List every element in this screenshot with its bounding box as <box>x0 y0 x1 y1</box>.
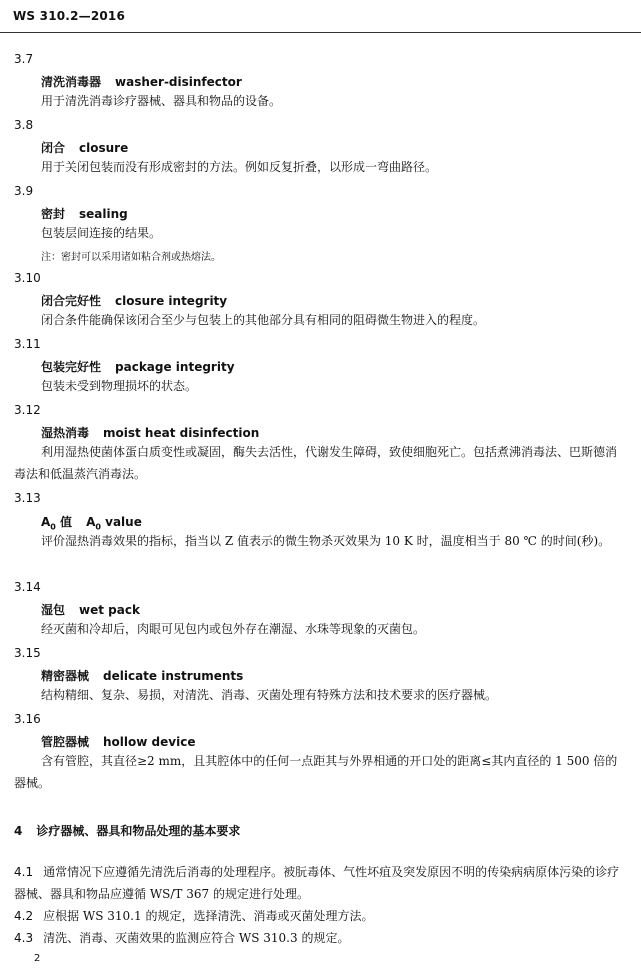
term-en-main: A <box>86 515 96 529</box>
term-zh: 管腔器械 <box>41 735 90 749</box>
section-number: 4 <box>14 824 23 838</box>
term-heading <box>41 139 128 156</box>
term-heading <box>41 292 227 309</box>
section-heading <box>14 822 240 839</box>
term-heading <box>41 358 235 375</box>
term-number: 3.13 <box>14 491 41 505</box>
term-en <box>86 515 142 532</box>
paragraph-number: 4.1 <box>14 865 34 879</box>
requirement-paragraph <box>14 927 628 949</box>
term-number: 3.16 <box>14 712 41 726</box>
requirement-paragraph <box>14 905 628 927</box>
term-en: closure <box>79 141 129 155</box>
section-title: 诊疗器械、器具和物品处理的基本要求 <box>36 824 241 838</box>
term-definition: 包装未受到物理损坏的状态。 <box>41 379 198 393</box>
term-en: washer-disinfector <box>115 75 242 89</box>
term-heading <box>41 513 142 531</box>
term-zh: 湿热消毒 <box>41 426 90 440</box>
term-number: 3.14 <box>14 580 41 594</box>
term-heading <box>41 424 259 441</box>
term-zh: 包装完好性 <box>41 360 102 374</box>
term-number: 3.12 <box>14 403 41 417</box>
term-number: 3.8 <box>14 118 34 132</box>
term-heading <box>41 601 140 618</box>
term-en: closure integrity <box>115 294 228 308</box>
term-heading <box>41 73 242 90</box>
term-heading <box>41 205 128 222</box>
term-definition: 经灭菌和冷却后，肉眼可见包内或包外存在潮湿、水珠等现象的灭菌包。 <box>41 622 426 636</box>
term-number: 3.7 <box>14 52 34 66</box>
term-definition: 利用湿热使菌体蛋白质变性或凝固，酶失去活性，代谢发生障碍，致使细胞死亡。包括煮沸消毒法、巴斯德消毒法和低温蒸汽消毒法。 <box>14 445 618 481</box>
term-en: delicate instruments <box>103 669 244 683</box>
term-number: 3.11 <box>14 337 41 351</box>
term-heading <box>41 667 243 684</box>
term-definition: 评价湿热消毒效果的指标，指当以 Z 值表示的微生物杀灭效果为 10 K 时，温度相当于 80 ℃ 的时间(秒)。 <box>41 534 611 548</box>
term-en: moist heat disinfection <box>103 426 260 440</box>
term-number: 3.9 <box>14 184 34 198</box>
term-definition: 包装层间连接的结果。 <box>41 226 162 240</box>
page-number: 2 <box>34 953 41 964</box>
term-zh: 湿包 <box>41 603 66 617</box>
term-number: 3.15 <box>14 646 41 660</box>
term-zh: 闭合完好性 <box>41 294 102 308</box>
paragraph-number: 4.3 <box>14 931 34 945</box>
term-zh: 闭合 <box>41 141 66 155</box>
term-en: package integrity <box>115 360 235 374</box>
term-zh-suffix: 值 <box>55 515 73 529</box>
paragraph-text: 应根据 WS 310.1 的规定，选择清洗、消毒或灭菌处理方法。 <box>43 909 374 923</box>
term-definition: 闭合条件能确保该闭合至少与包装上的其他部分具有相同的阻碍微生物进入的程度。 <box>41 313 486 327</box>
term-definition: 用于关闭包装而没有形成密封的方法。例如反复折叠，以形成一弯曲路径。 <box>41 160 438 174</box>
term-zh: 密封 <box>41 207 66 221</box>
term-note: 注：密封可以采用诸如粘合剂或热熔法。 <box>41 252 221 263</box>
term-en: hollow device <box>103 735 196 749</box>
term-zh: 精密器械 <box>41 669 90 683</box>
term-heading <box>41 733 195 750</box>
term-definition: 用于清洗消毒诊疗器械、器具和物品的设备。 <box>41 94 282 108</box>
paragraph-text: 通常情况下应遵循先清洗后消毒的处理程序。被朊毒体、气性坏疽及突发原因不明的传染病病原体污染的诊疗器械、器具和物品应遵循 WS/T 367 的规定进行处理。 <box>14 865 620 901</box>
term-zh <box>41 515 73 532</box>
term-definition: 含有管腔，其直径≥2 mm，且其腔体中的任何一点距其与外界相通的开口处的距离≤其内直径的 1 500 倍的器械。 <box>14 754 618 790</box>
term-en: wet pack <box>79 603 140 617</box>
term-en: sealing <box>79 207 128 221</box>
term-zh-subscript: 0 <box>50 522 56 532</box>
term-en-subscript: 0 <box>95 522 101 532</box>
term-zh-main: A <box>41 515 51 529</box>
term-en-suffix: value <box>100 515 142 529</box>
term-definition: 结构精细、复杂、易损，对清洗、消毒、灭菌处理有特殊方法和技术要求的医疗器械。 <box>41 688 498 702</box>
term-number: 3.10 <box>14 271 41 285</box>
paragraph-number: 4.2 <box>14 909 34 923</box>
standard-code-header: WS 310.2—2016 <box>13 9 126 23</box>
requirement-paragraph <box>14 861 628 905</box>
header-divider <box>0 32 641 33</box>
paragraph-text: 清洗、消毒、灭菌效果的监测应符合 WS 310.3 的规定。 <box>43 931 350 945</box>
term-zh: 清洗消毒器 <box>41 75 102 89</box>
